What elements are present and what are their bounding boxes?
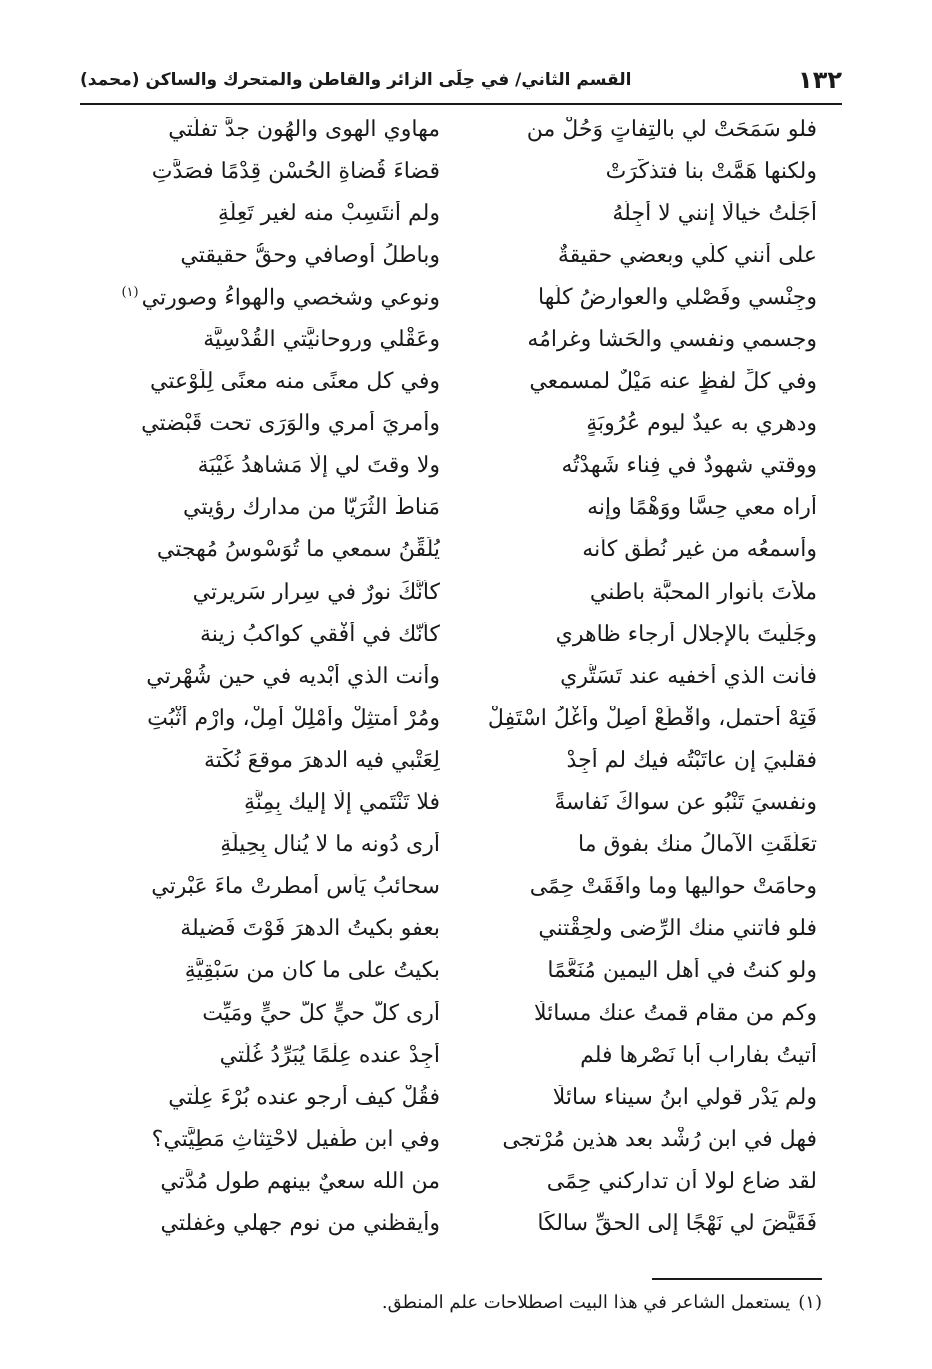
header-rule <box>80 103 842 105</box>
hemistich-left: وفي كل معنًى منه معنًى لِلَوْعتي <box>150 369 440 395</box>
poem-couplet <box>105 1034 817 1076</box>
poem-couplet <box>105 276 817 318</box>
poem-couplet <box>105 908 817 950</box>
hemistich-right: أراه معي حِسًّا ووَهْمًا وإنه <box>587 495 817 521</box>
hemistich-left: كأنَّكَ نورٌ في سِرارِ سَريرتي <box>192 579 440 605</box>
poem-couplet <box>105 150 817 192</box>
hemistich-left: أرى كلَّ حيٍّ كلَّ حيٍّ ومَيِّت <box>202 1000 440 1026</box>
hemistich-right: فَقَيَّضَ لي نَهْجًا إلى الحقِّ سالكًا <box>537 1210 817 1236</box>
poem-couplet <box>105 361 817 403</box>
hemistich-right: فقلبيَ إن عاتَبْتُه فيك لم أجِدْ <box>566 747 817 773</box>
hemistich-left: وأيقظني من نوم جهلي وغفلتي <box>160 1210 440 1236</box>
hemistich-right: ونفسيَ تَنْبُو عن سواكَ نَفاسةً <box>554 790 817 816</box>
hemistich-right: على أنني كلّي وبعضي حقيقةٌ <box>557 242 817 268</box>
poem-couplet <box>105 445 817 487</box>
hemistich-left: وعَقْلي وروحانيَّتي القُدْسِيَّة <box>203 327 440 353</box>
poem-couplet <box>105 571 817 613</box>
hemistich-right: فلو سَمَحَتْ لي بالتِفاتٍ وَحُلْ من <box>526 116 817 142</box>
hemistich-right: ودهري به عيدٌ ليوم عُرُوبَةٍ <box>586 411 817 437</box>
hemistich-left: ولا وقتَ لي إلّا مَشاهدُ غَيْبَة <box>197 453 440 479</box>
footnote-rule <box>652 1278 822 1280</box>
hemistich-left: ومُرْ أمتثِلْ وأَمْلِلْ أمِلْ، وارْمِ أثْبُتِ <box>147 705 440 731</box>
hemistich-left: لِعَتْبي فيه الدهرَ موقعَ نُكْتة <box>203 747 440 773</box>
poem-couplet <box>105 318 817 360</box>
poem-couplet <box>105 866 817 908</box>
hemistich-left: أجِدْ عنده عِلْمًا يُبَرِّدُ غُلَّتي <box>219 1042 440 1068</box>
poem-couplet <box>105 234 817 276</box>
poem-couplet <box>105 1160 817 1202</box>
page-number: ١٣٢ <box>798 66 842 94</box>
hemistich-right: ووقتي شهودٌ في فِناء شَهِدْتُه <box>561 453 817 479</box>
hemistich-right: وأسمعُه من غير نُطْقٍ كأنه <box>582 537 817 563</box>
poem-couplet <box>105 192 817 234</box>
hemistich-right: وحامَتْ حواليها وما وافَقَتْ حِمًى <box>529 874 817 900</box>
poem-couplet <box>105 487 817 529</box>
hemistich-right: وجَلَّيتَ بالإجلال أرجاء ظاهري <box>555 621 817 647</box>
hemistich-left: ونوعي وشخصي والهواءُ وصورتي$^{(١)}$ <box>121 284 440 311</box>
poem-body <box>105 108 817 1245</box>
hemistich-left: قضاءَ قُضاةِ الحُسْنِ قِدْمًا فصَدَّتِ <box>151 158 440 184</box>
hemistich-left: يُلَقِّنُ سمعي ما تُوَسْوِسُ مُهجتي <box>156 537 440 563</box>
hemistich-right: وجسمي ونفسي والحَشا وغرامُه <box>527 327 817 353</box>
hemistich-left: وباطلُ أوصافي وحقُّ حقيقتي <box>180 242 440 268</box>
hemistich-right: فأنت الذي أُخفيه عند تَسَتُّري <box>560 663 817 689</box>
hemistich-right: وجِنْسي وفَصْلي والعوارضُ كلّها <box>538 284 817 310</box>
hemistich-right: ولم يَدْرِ قولي ابنُ سيناء سائلًا <box>552 1084 817 1110</box>
poem-couplet <box>105 1076 817 1118</box>
running-header <box>80 58 842 102</box>
poem-couplet <box>105 108 817 150</box>
poem-couplet <box>105 403 817 445</box>
hemistich-left: وأمريَ أمري والوَرَى تحت قَبْضتي <box>141 411 440 437</box>
footnote-marker: (١) <box>798 1292 822 1313</box>
hemistich-left: وفي ابن طُفيل لاحْتِثاثِ مَطِيَّتي؟ <box>151 1126 440 1152</box>
hemistich-left: فلا تَنْتَمي إلّا إليك بِمِنَّةِ <box>243 790 440 816</box>
footnote-text: يستعمل الشاعر في هذا البيت اصطلاحات علم المنطق. <box>381 1292 791 1313</box>
running-title: القسم الثاني/ في حِلَى الزائر والقاطن والمتحرك والساكن (محمد) <box>80 70 632 90</box>
hemistich-left: وأنت الذي أُبْديه في حين شُهْرتي <box>146 663 440 689</box>
hemistich-left: بعفوٍ بكيتُ الدهرَ فَوْتَ فَضيلة <box>180 916 440 942</box>
hemistich-right: ولكنها هَمَّتْ بنا فتذكَّرَتْ <box>605 158 817 184</box>
hemistich-left: من الله سعيٌ بينهم طول مُدَّتي <box>160 1168 440 1194</box>
footnote-reference: (١) <box>121 284 139 300</box>
hemistich-right: فلو فاتني منك الرِّضى ولحِقْتني <box>538 916 817 942</box>
hemistich-right: أتيتُ بفاراب أبا نَصْرها فلم <box>580 1042 817 1068</box>
hemistich-right: فهل في ابن رُشْد بعد هذين مُرْتجى <box>502 1126 817 1152</box>
poem-couplet <box>105 697 817 739</box>
poem-couplet <box>105 950 817 992</box>
poem-couplet <box>105 1202 817 1244</box>
hemistich-left: مهاوي الهوى والهُون جدَّ تفلُّتي <box>168 116 440 142</box>
hemistich-right: تعَلَّقَتِ الآمالُ منك بفوق ما <box>578 832 817 858</box>
hemistich-right: أَجَلْتُ خيالًا إنني لا أُجِلُّهُ <box>612 200 817 226</box>
poem-couplet <box>105 992 817 1034</box>
hemistich-left: كأنّك في أُفْقي كواكبُ زينة <box>200 621 440 647</box>
hemistich-right: ملأتَ بأنوار المحبَّة باطني <box>589 579 817 605</box>
poem-couplet <box>105 1118 817 1160</box>
hemistich-left: ولم أنتَسِبْ منه لغيرِ تَعِلَّةِ <box>217 200 440 226</box>
poem-couplet <box>105 529 817 571</box>
hemistich-left: فقُلْ كيف أرجو عنده بُرْءَ عِلَّتي <box>168 1084 440 1110</box>
footnote <box>200 1292 822 1313</box>
poem-couplet <box>105 782 817 824</box>
hemistich-right: وفي كلِّ لفظٍ عنه مَيْلٌ لمسمعي <box>529 369 817 395</box>
hemistich-left: بكيتُ على ما كان من سَبْقِيَّةِ <box>184 958 440 984</box>
hemistich-right: فَتِهْ أحتمل، واقْطَعْ أصِلْ وأغْلُ اسْتَفِلْ <box>487 705 817 731</box>
poem-couplet <box>105 613 817 655</box>
hemistich-right: وكم من مقام قمتُ عنك مسائلًا <box>534 1000 817 1026</box>
poem-couplet <box>105 655 817 697</box>
hemistich-right: ولو كنتُ في أهل اليمين مُنَعَّمًا <box>547 958 817 984</box>
poem-couplet <box>105 824 817 866</box>
hemistich-left: سحائبُ يَأْسٍ أمطرتْ ماءَ عَبْرتي <box>151 874 440 900</box>
hemistich-right: لقد ضاع لولا أن تداركني حِمًى <box>546 1168 817 1194</box>
poem-couplet <box>105 739 817 781</box>
hemistich-left: مَناطُ الثُرَيّا من مدارك رؤيتي <box>183 495 440 521</box>
hemistich-left: أرى دُونه ما لا يُنال بِحِيلَةِ <box>220 832 440 858</box>
